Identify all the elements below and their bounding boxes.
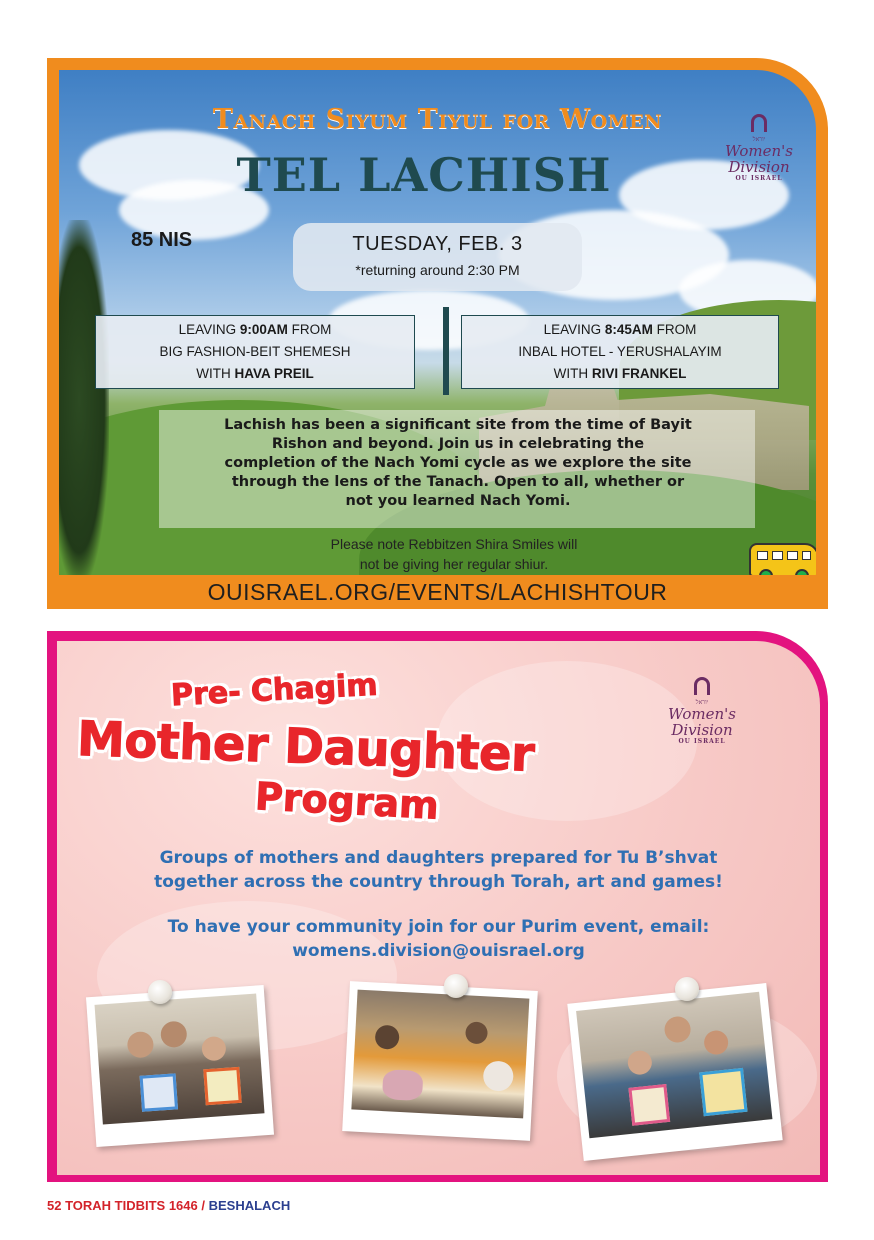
event-title: TEL LACHISH xyxy=(236,148,612,202)
email-link[interactable]: womens.division@ouisrael.org xyxy=(292,941,585,961)
departure-beit-shemesh: LEAVING 9:00AM FROM BIG FASHION-BEIT SHEMESH WITH HAVA PREIL xyxy=(95,315,415,389)
title-mother-daughter: Mother Daughter xyxy=(76,711,536,783)
parsha-name: BESHALACH xyxy=(208,1198,291,1213)
title-program: Program xyxy=(253,774,440,828)
divider xyxy=(443,307,449,395)
photo-polaroid xyxy=(342,981,538,1141)
womens-division-logo: יוראל Women's Division OU ISRAEL xyxy=(704,114,814,182)
mother-daughter-flyer xyxy=(47,631,828,1182)
ou-logo-icon xyxy=(694,677,710,695)
pushpin-icon xyxy=(444,974,468,998)
event-description: Lachish has been a significant site from the time of Bayit Rishon and beyond. Join us in celebrating the completion of the Nach Yomi cycle as we explore the site through the lens of the Tanach. Open to all, whether or not you learned Nach Yomi. xyxy=(224,417,692,509)
shiur-note: Please note Rebbitzen Shira Smiles will not be giving her regular shiur. xyxy=(330,536,578,572)
photo-polaroid xyxy=(86,985,274,1147)
title-pre-chagim: Pre- Chagim xyxy=(170,667,379,714)
photo-polaroid xyxy=(567,983,782,1161)
purim-call-to-action: To have your community join for our Purim event, email: womens.division@ouisrael.org xyxy=(57,915,820,963)
pushpin-icon xyxy=(675,977,699,1001)
departure-yerushalayim: LEAVING 8:45AM FROM INBAL HOTEL - YERUSHALAYIM WITH RIVI FRANKEL xyxy=(461,315,779,389)
event-url-link[interactable]: OUISRAEL.ORG/EVENTS/LACHISHTOUR xyxy=(207,579,668,605)
event-date: TUESDAY, FEB. 3 xyxy=(352,233,523,255)
womens-division-logo: יוראל Women's Division OU ISRAEL xyxy=(647,677,757,745)
flyer-background xyxy=(59,70,816,575)
page-footer xyxy=(47,1198,290,1213)
bus-icon xyxy=(749,543,816,575)
flyer-background xyxy=(57,641,820,1175)
pushpin-icon xyxy=(148,980,172,1004)
price-label: 85 NIS xyxy=(131,229,193,251)
tree-image xyxy=(59,220,109,575)
photo-family-artwork xyxy=(576,992,772,1139)
date-box xyxy=(293,223,582,291)
photo-crafting-table xyxy=(351,990,529,1119)
ou-logo-icon xyxy=(751,114,767,132)
program-description: Groups of mothers and daughters prepared for Tu B’shvat together across the country through Torah, art and games! xyxy=(154,848,723,892)
return-time: *returning around 2:30 PM xyxy=(355,262,520,278)
page-info: 52 TORAH TIDBITS 1646 xyxy=(47,1198,198,1213)
footer-separator: / xyxy=(197,1198,209,1213)
series-title: Tanach Siyum Tiyul for Women xyxy=(212,104,663,135)
tel-lachish-flyer xyxy=(47,58,828,609)
photo-mothers-daughters xyxy=(95,994,265,1125)
